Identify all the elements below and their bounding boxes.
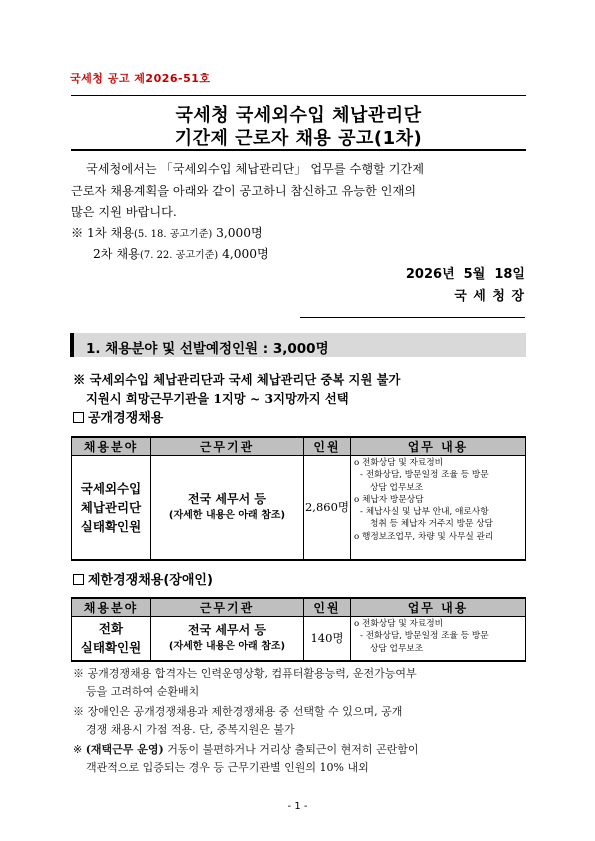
round1-line	[71, 224, 263, 241]
duties-cell: o 전화상담 및 자료정비 - 전화상담, 방문일정 조율 등 방문 상담 업무보조 o 체납자 방문상담 - 체납사실 및 납부 안내, 애로사항 청취 등 체납자 거주지 방문 상담 o 행정보조업무, 차량 및 사무실 관리	[351, 456, 526, 560]
header-count: 인원	[304, 598, 351, 617]
intro-line-2: 근로자 채용계획을 아래와 같이 공고하니 참신하고 유능한 인재의	[71, 184, 416, 198]
document-title-line2: 기간제 근로자 채용 공고(1차)	[174, 128, 423, 149]
intro-line-3: 많은 지원 바랍니다.	[71, 205, 177, 219]
limited-competition-heading	[73, 569, 213, 588]
table-row	[72, 456, 526, 560]
field-cell: 국세외수입 체납관리단 실태확인원	[72, 456, 151, 560]
intro-line-1: 국세청에서는 「국세외수입 체납관리단」 업무를 수행할 기간제	[86, 162, 425, 176]
round2-note: (7. 22. 공고기준)	[139, 250, 219, 261]
notice-date: 2026년 5월 18일	[405, 267, 525, 282]
footnote-3-line-1: ※ (재택근무 운영) 거동이 불편하거나 거리상 출퇴근이 현저히 곤란함이	[73, 743, 419, 756]
header-place: 근무기관	[151, 598, 304, 617]
section-title: 1. 채용분야 및 선발예정인원 : 3,000명	[86, 341, 329, 357]
field-cell: 전화 실태확인원	[72, 617, 151, 661]
open-competition-label: 공개경쟁채용	[88, 411, 164, 426]
title-top-rule	[71, 95, 526, 96]
footnote-3-line-2: 객관적으로 입증되는 경우 등 근무기관별 인원의 10% 내외	[86, 761, 369, 774]
signature-rule	[300, 317, 525, 318]
footnote-2-line-2: 경쟁 채용시 가점 적용. 단, 중복지원은 불가	[86, 723, 295, 736]
preference-notice: 지원시 희망근무기관을 1지망 ~ 3지망까지 선택	[86, 391, 349, 406]
duplicate-notice: ※ 국세외수입 체납관리단과 국세 체납관리단 중복 지원 불가	[73, 372, 401, 387]
checkbox-icon	[73, 412, 84, 423]
place-cell: 전국 세무서 등 (자세한 내용은 아래 참조)	[151, 456, 304, 560]
round2-label: 2차 채용	[93, 247, 140, 261]
header-duties: 업무 내용	[351, 598, 526, 617]
round2-count: 4,000명	[222, 247, 269, 261]
open-recruitment-table	[71, 436, 526, 561]
page-number: - 1 -	[287, 801, 308, 812]
header-duties: 업무 내용	[351, 437, 526, 456]
footnote-1-line-2: 등을 고려하여 순환배치	[86, 685, 200, 698]
open-competition-heading	[73, 407, 163, 426]
table-header-row	[72, 437, 526, 456]
count-cell: 140명	[304, 617, 351, 661]
title-bottom-rule	[71, 149, 526, 151]
header-place: 근무기관	[151, 437, 304, 456]
footnote-1-line-1: ※ 공개경쟁채용 합격자는 인력운영상황, 컴퓨터활용능력, 운전가능여부	[73, 667, 417, 680]
header-count: 인원	[304, 437, 351, 456]
checkbox-icon	[73, 574, 84, 585]
round2-line	[93, 245, 269, 262]
table-header-row	[72, 598, 526, 617]
round1-label: ※ 1차 채용	[71, 226, 135, 240]
header-field: 채용분야	[72, 437, 151, 456]
issuer: 국 세 청 장	[454, 289, 525, 304]
table-row	[72, 617, 526, 661]
limited-competition-label: 제한경쟁채용(장애인)	[88, 573, 213, 588]
header-field: 채용분야	[72, 598, 151, 617]
duties-cell: o 전화상담 및 자료정비 - 전화상담, 방문일정 조율 등 방문 상담 업무보조	[351, 617, 526, 661]
footnote-2-line-1: ※ 장애인은 공개경쟁채용과 제한경쟁채용 중 선택할 수 있으며, 공개	[73, 705, 403, 718]
document-title-line1: 국세청 국세외수입 체납관리단	[175, 105, 422, 126]
count-cell: 2,860명	[304, 456, 351, 560]
limited-recruitment-table	[71, 597, 526, 662]
round1-note: (5. 18. 공고기준)	[134, 229, 213, 240]
notice-number: 국세청 공고 제2026-51호	[70, 72, 211, 85]
place-cell: 전국 세무서 등 (자세한 내용은 아래 참조)	[151, 617, 304, 661]
round1-count: 3,000명	[216, 226, 263, 240]
remote-work-label: (재택근무 운영)	[85, 743, 164, 756]
